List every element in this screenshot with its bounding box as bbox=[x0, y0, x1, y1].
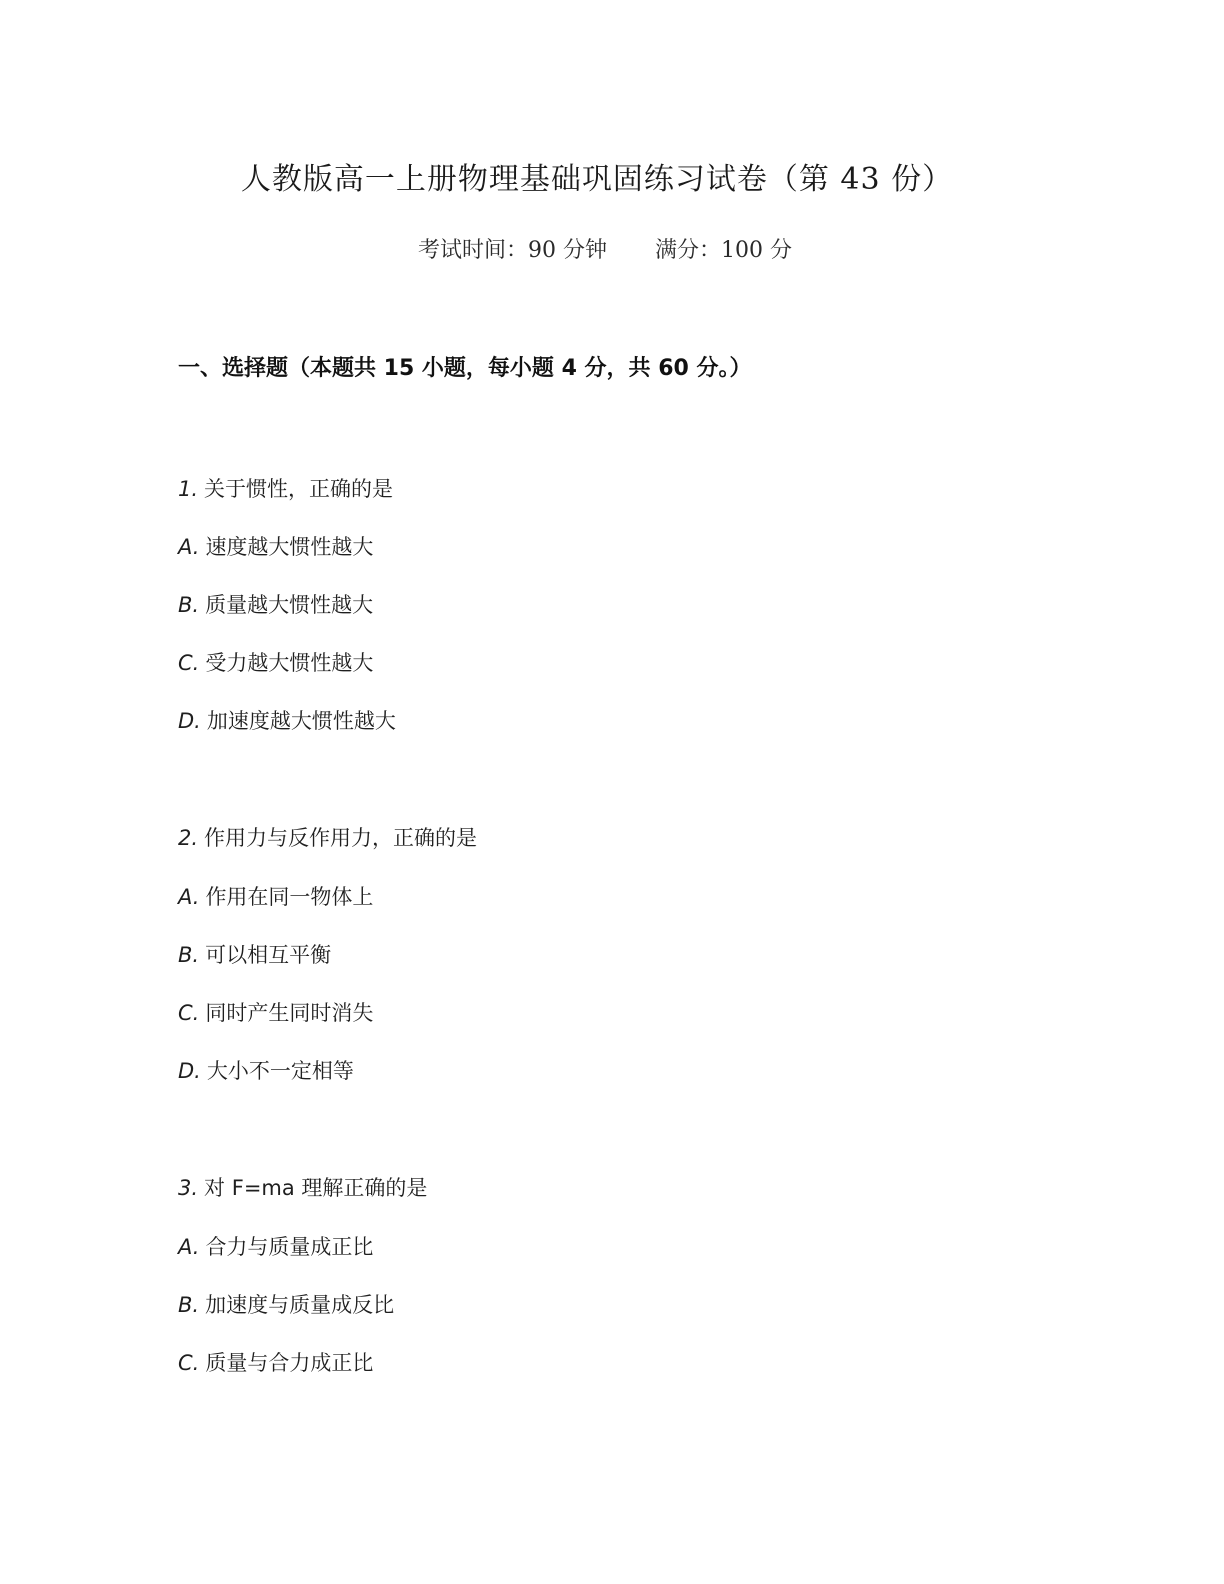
question-3-option-b bbox=[178, 1289, 394, 1321]
option-text: 合力与质量成正比 bbox=[205, 1235, 374, 1259]
question-1-stem bbox=[178, 473, 393, 505]
question-3-option-a bbox=[178, 1231, 373, 1263]
option-text: 质量与合力成正比 bbox=[205, 1351, 374, 1375]
exam-score: 满分：100 分 bbox=[655, 238, 792, 263]
option-text: 可以相互平衡 bbox=[205, 943, 332, 967]
question-1-option-a bbox=[178, 531, 373, 563]
option-letter: C. bbox=[178, 1351, 200, 1375]
question-text-prefix: 对 bbox=[204, 1176, 226, 1200]
question-text-suffix: 理解正确的是 bbox=[301, 1176, 428, 1200]
question-1-option-b bbox=[178, 589, 373, 621]
option-letter: C. bbox=[178, 651, 200, 675]
option-text: 加速度与质量成反比 bbox=[205, 1293, 395, 1317]
question-number: 2. bbox=[178, 826, 199, 850]
question-text: 作用力与反作用力，正确的是 bbox=[204, 826, 478, 850]
option-letter: C. bbox=[178, 1001, 200, 1025]
option-letter: B. bbox=[178, 943, 200, 967]
question-2-option-d bbox=[178, 1055, 354, 1087]
question-1-option-c bbox=[178, 647, 373, 679]
option-text: 速度越大惯性越大 bbox=[205, 535, 374, 559]
option-letter: B. bbox=[178, 593, 200, 617]
question-2-option-b bbox=[178, 939, 331, 971]
question-number: 3. bbox=[178, 1176, 199, 1200]
question-1-option-d bbox=[178, 705, 396, 737]
option-letter: A. bbox=[178, 885, 200, 909]
option-text: 质量越大惯性越大 bbox=[205, 593, 374, 617]
option-text: 加速度越大惯性越大 bbox=[206, 709, 396, 733]
option-letter: D. bbox=[178, 709, 201, 733]
option-letter: B. bbox=[178, 1293, 200, 1317]
question-3-option-c bbox=[178, 1347, 373, 1379]
option-letter: A. bbox=[178, 1235, 200, 1259]
option-letter: A. bbox=[178, 535, 200, 559]
option-letter: D. bbox=[178, 1059, 201, 1083]
section-heading: 一、选择题（本题共 15 小题，每小题 4 分，共 60 分。） bbox=[178, 356, 752, 381]
question-3-stem bbox=[178, 1172, 427, 1204]
option-text: 同时产生同时消失 bbox=[205, 1001, 374, 1025]
question-text: 关于惯性，正确的是 bbox=[204, 477, 394, 501]
question-2-stem bbox=[178, 822, 477, 854]
option-text: 作用在同一物体上 bbox=[205, 885, 374, 909]
formula: F=ma bbox=[231, 1176, 295, 1200]
option-text: 大小不一定相等 bbox=[206, 1059, 354, 1083]
exam-time: 考试时间：90 分钟 bbox=[418, 238, 607, 263]
exam-title: 人教版高一上册物理基础巩固练习试卷（第 43 份） bbox=[240, 162, 954, 197]
exam-meta bbox=[0, 235, 1210, 267]
option-text: 受力越大惯性越大 bbox=[205, 651, 374, 675]
question-2-option-c bbox=[178, 997, 373, 1029]
question-number: 1. bbox=[178, 477, 199, 501]
question-2-option-a bbox=[178, 881, 373, 913]
